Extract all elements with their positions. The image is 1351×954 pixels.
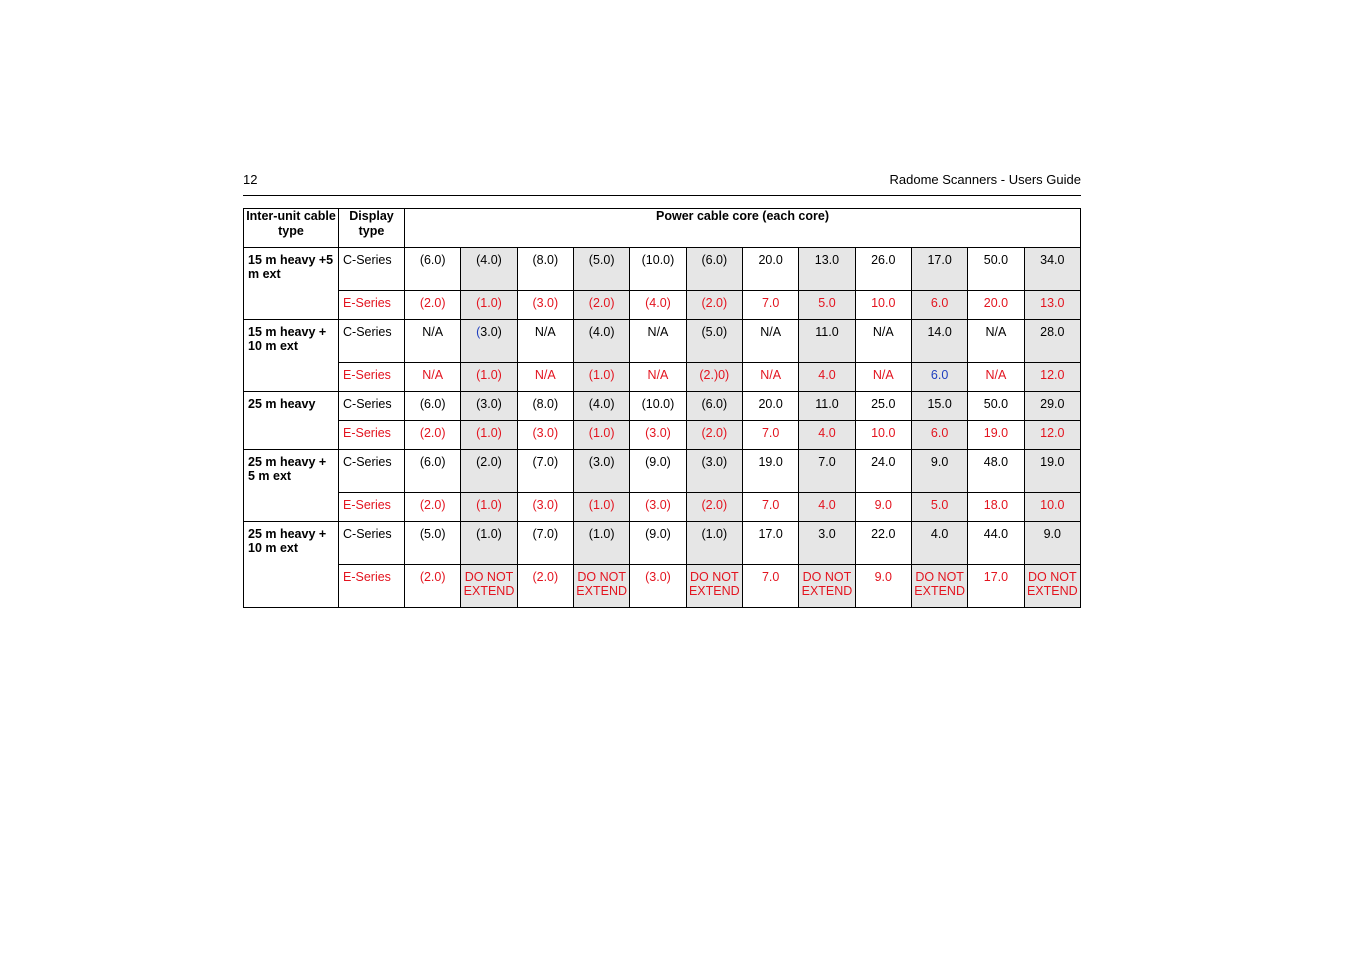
value-cell: (3.0) xyxy=(686,450,742,493)
value-cell: (6.0) xyxy=(405,392,461,421)
value-cell: (3.0) xyxy=(517,291,573,320)
table-row xyxy=(244,522,1081,565)
value-cell: (1.0) xyxy=(573,363,629,392)
value-cell: 17.0 xyxy=(968,565,1024,608)
value-cell: (6.0) xyxy=(686,248,742,291)
page-number: 12 xyxy=(243,172,258,187)
column-header-display-type: Display type xyxy=(339,209,405,248)
cable-type-cell: 25 m heavy + 5 m ext xyxy=(244,450,339,522)
value-cell: 9.0 xyxy=(911,450,967,493)
value-cell: (5.0) xyxy=(573,248,629,291)
document-title: Radome Scanners - Users Guide xyxy=(889,172,1081,187)
value-cell: 19.0 xyxy=(968,421,1024,450)
value-cell: 13.0 xyxy=(799,248,855,291)
value-cell: 7.0 xyxy=(799,450,855,493)
display-type-cell: C-Series xyxy=(339,248,405,291)
value-cell: 7.0 xyxy=(742,421,798,450)
value-cell: (4.0) xyxy=(630,291,686,320)
value-cell: 25.0 xyxy=(855,392,911,421)
table-row xyxy=(244,248,1081,291)
table-row xyxy=(244,392,1081,421)
value-cell: 9.0 xyxy=(855,565,911,608)
column-header-cable-type: Inter-unit cable type xyxy=(244,209,339,248)
value-cell: 20.0 xyxy=(742,392,798,421)
value-cell: 44.0 xyxy=(968,522,1024,565)
value-cell: DO NOT EXTEND xyxy=(799,565,855,608)
display-type-cell: E-Series xyxy=(339,565,405,608)
value-cell: (7.0) xyxy=(517,450,573,493)
value-cell: (2.0) xyxy=(686,291,742,320)
value-cell: (3.0) xyxy=(630,493,686,522)
value-cell: 26.0 xyxy=(855,248,911,291)
cable-type-cell: 25 m heavy + 10 m ext xyxy=(244,522,339,608)
value-cell: 20.0 xyxy=(968,291,1024,320)
value-cell: (1.0) xyxy=(573,421,629,450)
value-cell: (9.0) xyxy=(630,522,686,565)
value-cell: N/A xyxy=(405,320,461,363)
value-cell: 20.0 xyxy=(742,248,798,291)
value-cell: (8.0) xyxy=(517,248,573,291)
value-cell: (2.0) xyxy=(686,421,742,450)
display-type-cell: C-Series xyxy=(339,320,405,363)
value-cell: 17.0 xyxy=(742,522,798,565)
value-cell xyxy=(461,320,517,363)
value-cell: (2.0) xyxy=(461,450,517,493)
value-cell: 4.0 xyxy=(799,493,855,522)
value-cell: 9.0 xyxy=(1024,522,1080,565)
value-cell: 6.0 xyxy=(911,291,967,320)
value-cell: 15.0 xyxy=(911,392,967,421)
value-cell: 34.0 xyxy=(1024,248,1080,291)
value-cell: (1.0) xyxy=(461,421,517,450)
value-cell: (6.0) xyxy=(405,450,461,493)
value-cell: 11.0 xyxy=(799,320,855,363)
value-cell: (1.0) xyxy=(686,522,742,565)
cable-type-cell: 15 m heavy + 10 m ext xyxy=(244,320,339,392)
value-cell: (10.0) xyxy=(630,248,686,291)
value-cell: (3.0) xyxy=(461,392,517,421)
value-cell: (2.0) xyxy=(573,291,629,320)
value-cell: 9.0 xyxy=(855,493,911,522)
table-row xyxy=(244,493,1081,522)
value-cell: (2.0) xyxy=(405,493,461,522)
value-cell: 6.0 xyxy=(911,421,967,450)
value-cell: 14.0 xyxy=(911,320,967,363)
value-cell: 4.0 xyxy=(911,522,967,565)
value-cell: (8.0) xyxy=(517,392,573,421)
value-cell: (4.0) xyxy=(573,320,629,363)
value-cell: 10.0 xyxy=(855,291,911,320)
display-type-cell: E-Series xyxy=(339,493,405,522)
value-cell: 6.0 xyxy=(911,363,967,392)
display-type-cell: E-Series xyxy=(339,421,405,450)
value-cell: 19.0 xyxy=(742,450,798,493)
value-cell: (6.0) xyxy=(405,248,461,291)
value-text: 3.0) xyxy=(480,325,502,339)
cable-type-cell: 15 m heavy +5 m ext xyxy=(244,248,339,320)
value-cell: (2.0) xyxy=(517,565,573,608)
value-cell: (2.)0) xyxy=(686,363,742,392)
value-cell: 3.0 xyxy=(799,522,855,565)
value-cell: N/A xyxy=(630,363,686,392)
value-cell: (1.0) xyxy=(573,522,629,565)
value-cell: N/A xyxy=(855,363,911,392)
value-cell: N/A xyxy=(405,363,461,392)
value-cell: DO NOT EXTEND xyxy=(911,565,967,608)
value-cell: N/A xyxy=(968,320,1024,363)
value-cell: (5.0) xyxy=(686,320,742,363)
value-cell: (4.0) xyxy=(573,392,629,421)
value-cell: (3.0) xyxy=(573,450,629,493)
value-cell: 12.0 xyxy=(1024,363,1080,392)
value-cell: 4.0 xyxy=(799,363,855,392)
column-header-power-cable-core: Power cable core (each core) xyxy=(405,209,1081,248)
value-cell: 13.0 xyxy=(1024,291,1080,320)
value-cell: 22.0 xyxy=(855,522,911,565)
table-row xyxy=(244,363,1081,392)
value-cell: (3.0) xyxy=(630,421,686,450)
value-cell: N/A xyxy=(742,363,798,392)
value-cell: (1.0) xyxy=(573,493,629,522)
value-cell: 5.0 xyxy=(911,493,967,522)
value-cell: 7.0 xyxy=(742,291,798,320)
cable-type-cell: 25 m heavy xyxy=(244,392,339,450)
display-type-cell: E-Series xyxy=(339,363,405,392)
value-cell: (7.0) xyxy=(517,522,573,565)
value-cell: (1.0) xyxy=(461,291,517,320)
page-header xyxy=(243,171,1081,196)
value-cell: N/A xyxy=(517,363,573,392)
value-cell: (2.0) xyxy=(405,421,461,450)
value-cell: (3.0) xyxy=(517,421,573,450)
value-cell: 28.0 xyxy=(1024,320,1080,363)
display-type-cell: E-Series xyxy=(339,291,405,320)
value-cell: 10.0 xyxy=(855,421,911,450)
value-cell: 50.0 xyxy=(968,248,1024,291)
value-cell: DO NOT EXTEND xyxy=(461,565,517,608)
value-cell: DO NOT EXTEND xyxy=(686,565,742,608)
table-row xyxy=(244,450,1081,493)
value-cell: (1.0) xyxy=(461,493,517,522)
value-cell: (6.0) xyxy=(686,392,742,421)
table-row xyxy=(244,291,1081,320)
value-cell: (5.0) xyxy=(405,522,461,565)
value-cell: (2.0) xyxy=(405,565,461,608)
value-cell: 19.0 xyxy=(1024,450,1080,493)
table-row xyxy=(244,421,1081,450)
value-cell: (4.0) xyxy=(461,248,517,291)
table-row xyxy=(244,565,1081,608)
value-cell: 10.0 xyxy=(1024,493,1080,522)
value-cell: 7.0 xyxy=(742,493,798,522)
value-cell: N/A xyxy=(855,320,911,363)
value-cell: 24.0 xyxy=(855,450,911,493)
value-cell: 29.0 xyxy=(1024,392,1080,421)
value-cell: (9.0) xyxy=(630,450,686,493)
value-cell: (2.0) xyxy=(686,493,742,522)
value-cell: N/A xyxy=(517,320,573,363)
power-cable-table xyxy=(243,208,1081,608)
value-cell: DO NOT EXTEND xyxy=(573,565,629,608)
value-cell: 17.0 xyxy=(911,248,967,291)
value-cell: 12.0 xyxy=(1024,421,1080,450)
display-type-cell: C-Series xyxy=(339,522,405,565)
display-type-cell: C-Series xyxy=(339,392,405,421)
value-cell: (10.0) xyxy=(630,392,686,421)
table-row xyxy=(244,320,1081,363)
value-cell: 18.0 xyxy=(968,493,1024,522)
value-cell: N/A xyxy=(968,363,1024,392)
value-cell: DO NOT EXTEND xyxy=(1024,565,1080,608)
display-type-cell: C-Series xyxy=(339,450,405,493)
value-cell: (1.0) xyxy=(461,522,517,565)
table-header-row xyxy=(244,209,1081,248)
value-cell: 48.0 xyxy=(968,450,1024,493)
value-cell: (2.0) xyxy=(405,291,461,320)
value-cell: N/A xyxy=(742,320,798,363)
value-text: ( xyxy=(476,325,481,339)
value-cell: 50.0 xyxy=(968,392,1024,421)
value-cell: N/A xyxy=(630,320,686,363)
value-cell: 11.0 xyxy=(799,392,855,421)
value-cell: (3.0) xyxy=(630,565,686,608)
table-body xyxy=(244,248,1081,608)
value-cell: 4.0 xyxy=(799,421,855,450)
value-cell: (1.0) xyxy=(461,363,517,392)
value-cell: (3.0) xyxy=(517,493,573,522)
value-cell: 7.0 xyxy=(742,565,798,608)
value-cell: 5.0 xyxy=(799,291,855,320)
